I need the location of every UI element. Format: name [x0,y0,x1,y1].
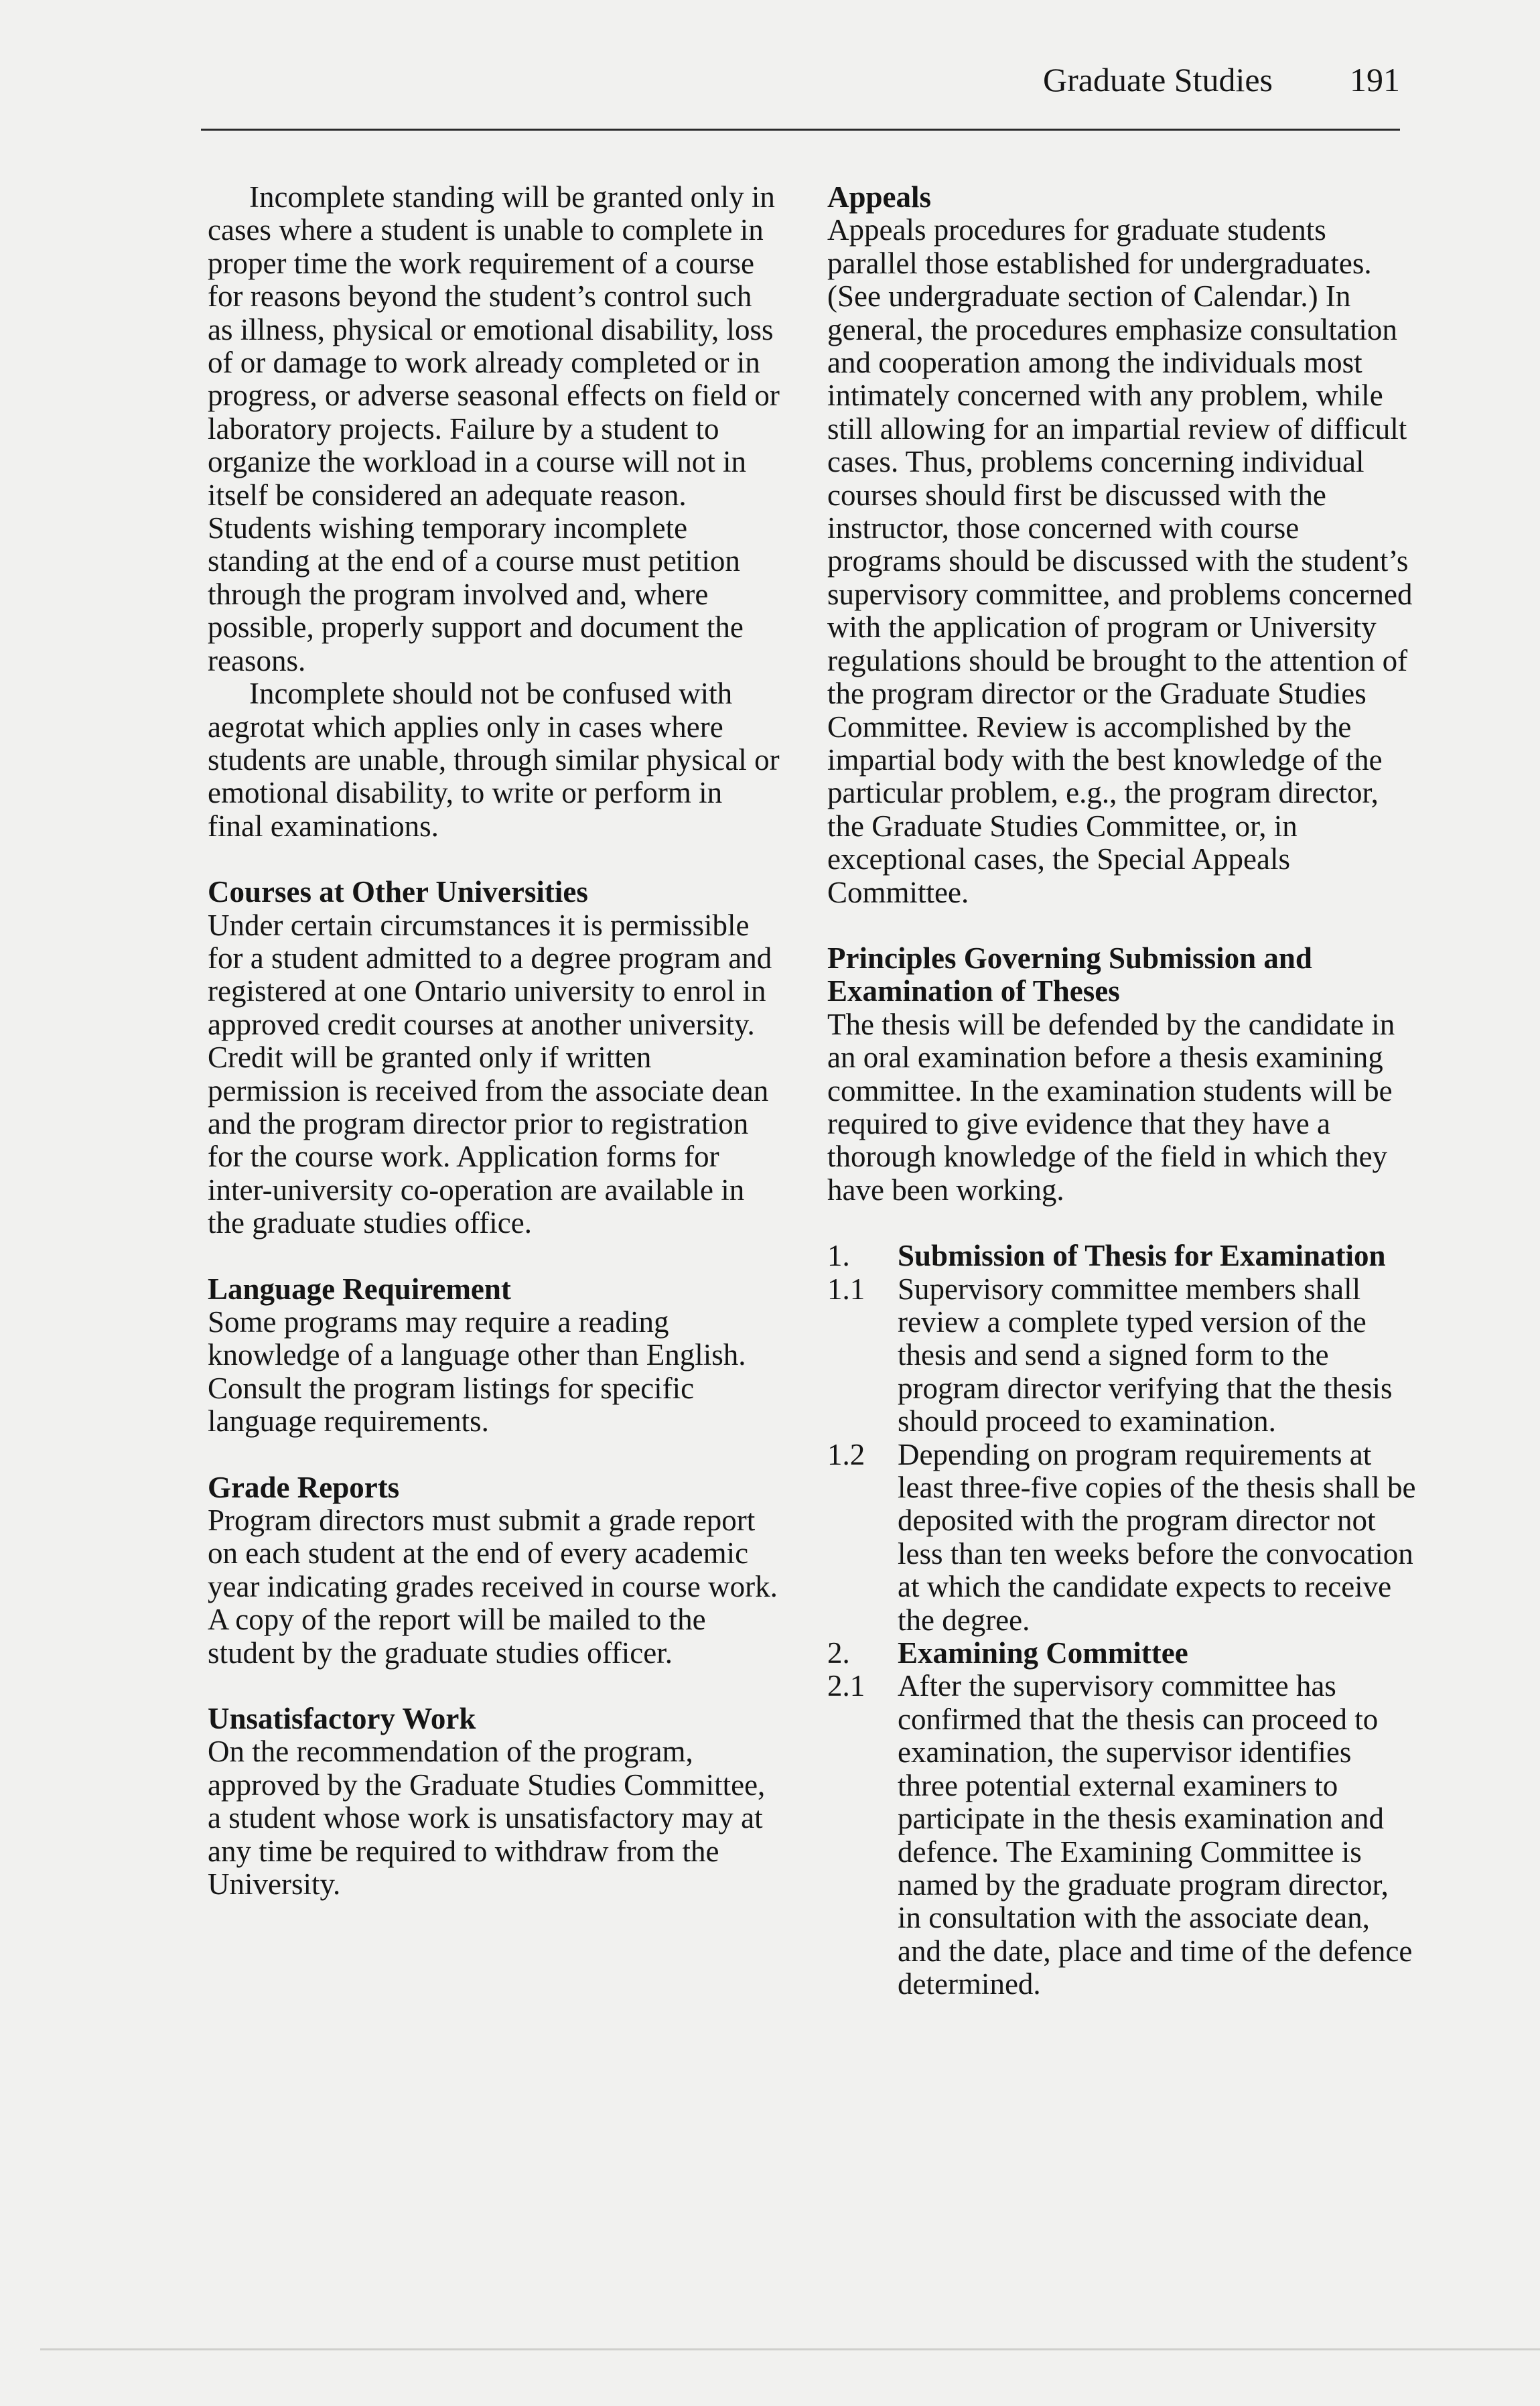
page-number: 191 [1350,61,1400,98]
section-heading: Unsatisfactory Work [208,1702,476,1736]
list-item [827,1439,1417,1637]
section-body: The thesis will be defended by the candidate in an oral examination before a thesis examining committee. In the examination students will be required to give evidence that they have a thorough knowledge of the field in which they have been working. [827,1007,1395,1207]
right-column [827,181,1417,2001]
paragraph-incomplete-standing: Incomplete standing will be granted only in cases where a student is unable to complete in proper time the work requirement of a course for reasons beyond the student’s control such as illness, physical or emotional disability, loss of or damage to work already completed or in progress, or adverse seasonal effects on field or laboratory projects. Failure by a student to organize the workload in a course will not in itself be considered an adequate reason. Students wishing temporary incomplete standing at the end of a course must petition through the program involved and, where possible, properly support and document the reasons. [208,180,780,677]
item-number: 2.1 [827,1669,865,1703]
list-item [827,1670,1417,2001]
item-text: Examining Committee [898,1636,1188,1670]
left-column [208,181,784,1901]
item-number: 1.2 [827,1437,865,1471]
section-body: Appeals procedures for graduate students parallel those established for undergraduates. (See undergraduate section of Calendar.) In general, the procedures emphasize consultation and cooperation among the individuals most intimately concerned with any problem, while still allowing for an impartial review of difficult cases. Thus, problems concerning individual courses should first be discussed with the instructor, those concerned with course programs should be discussed with the student’s supervisory committee, and problems concerned with the application of program or University regulations should be brought to the attention of the program director or the Graduate Studies Committee. Review is accomplished by the impartial body with the best knowledge of the particular problem, e.g., the program director, the Graduate Studies Committee, or, in exceptional cases, the Special Appeals Committee. [827,213,1413,909]
section-heading: Appeals [827,180,932,214]
item-text: Supervisory committee members shall review a complete typed version of the thesis and send a signed form to the program director verifying that the thesis should proceed to examination. [898,1272,1393,1439]
section-courses-other-universities [208,876,784,1240]
list-item [827,1273,1417,1439]
section-language-requirement [208,1273,784,1439]
section-theses [827,942,1417,1207]
page-header [201,55,1400,131]
section-body: Program directors must submit a grade report on each student at the end of every academic year indicating grades received in course work. A copy of the report will be mailed to the student by the graduate studies officer. [208,1503,778,1670]
section-body: On the recommendation of the program, approved by the Graduate Studies Committee, a student whose work is unsatisfactory may at any time be required to withdraw from the University. [208,1735,766,1901]
item-text: Depending on program requirements at least three-five copies of the thesis shall be deposited with the program director not less than ten weeks before the convocation at which the candidate expects to receive the degree. [898,1437,1416,1637]
running-title: Graduate Studies [1043,61,1273,98]
section-appeals [827,181,1417,909]
item-number: 1.1 [827,1272,865,1306]
item-text: Submission of Thesis for Examination [898,1239,1386,1273]
section-heading: Grade Reports [208,1470,400,1504]
section-unsatisfactory-work [208,1702,784,1901]
item-number: 2. [827,1636,850,1670]
section-body: Under certain circumstances it is permissible for a student admitted to a degree program and registered at one Ontario university to enrol in approved credit courses at another university. Credit will be granted only if written permission is received from the associate dean and the program director prior to registration for the course work. Application forms for inter-university co-operation are available in the graduate studies office. [208,908,772,1240]
section-heading: Principles Governing Submission and Examination of Theses [827,941,1312,1008]
scan-edge-line [40,2348,1540,2350]
numbered-list [827,1240,1417,2001]
section-body: Some programs may require a reading knowledge of a language other than English. Consult the program listings for specific language requirements. [208,1305,746,1439]
section-heading: Language Requirement [208,1272,511,1306]
section-grade-reports [208,1471,784,1670]
section-heading: Courses at Other Universities [208,875,588,909]
item-number: 1. [827,1239,850,1273]
list-item [827,1240,1417,1272]
list-item [827,1637,1417,1670]
paragraph-aegrotat: Incomplete should not be confused with aegrotat which applies only in cases where students are unable, through similar physical or emotional disability, to write or perform in final examinations. [208,677,780,843]
item-text: After the supervisory committee has confirmed that the thesis can proceed to examination, the supervisor identifies three potential external examiners to participate in the thesis examination and defence. The Examining Committee is named by the graduate program director, in consultation with the associate dean, and the date, place and time of the defence determined. [898,1669,1413,2001]
